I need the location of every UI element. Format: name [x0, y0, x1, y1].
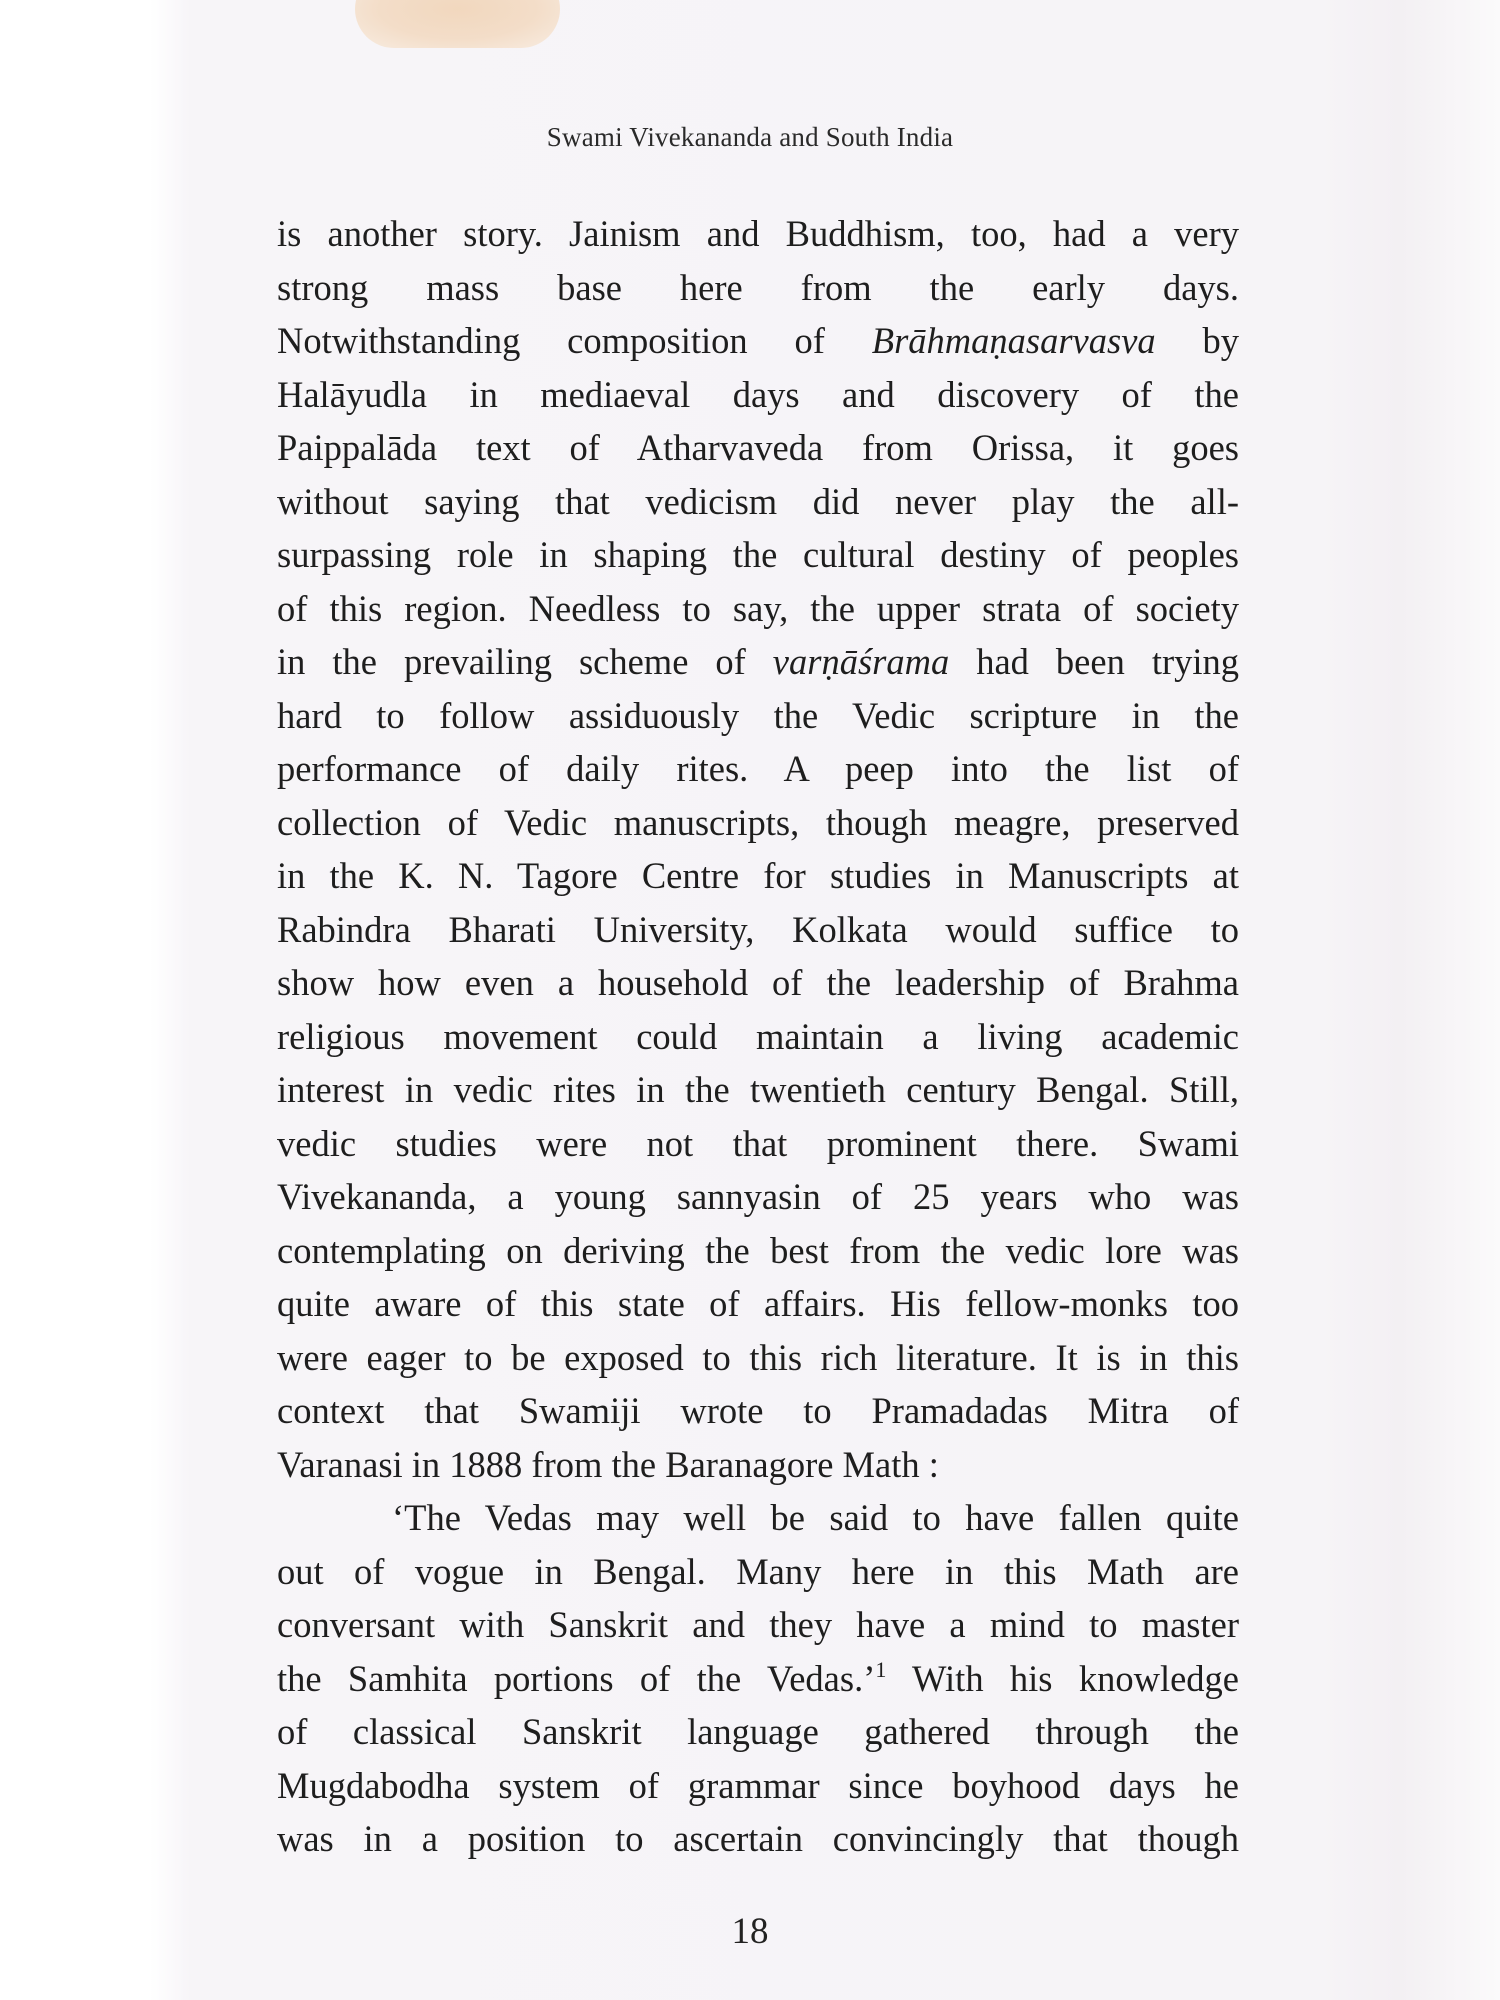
paragraph-line: Mugdabodha system of grammar since boyhood days he [277, 1764, 1239, 1806]
paragraph-line [277, 796, 1239, 850]
line-segment: were eager to be exposed to this rich literature. It is in this [277, 1336, 1239, 1378]
line-segment: without saying that vedicism did never play the all- [277, 480, 1239, 522]
italic-term: varṇāśrama [772, 641, 950, 682]
line-segment: Notwithstanding composition of [277, 320, 872, 361]
paragraph-line: ‘The Vedas may well be said to have fallen quite [392, 1497, 1239, 1538]
paragraph-line [277, 1010, 1239, 1064]
line-segment: by [1155, 320, 1240, 361]
line-segment: surpassing role in shaping the cultural destiny of peoples [277, 534, 1239, 575]
paragraph-line [277, 207, 1239, 261]
line-segment: Paippalāda text of Atharvaveda from Orissa, it goes [277, 427, 1239, 468]
line-segment: performance of daily rites. A peep into the list of [277, 748, 1239, 789]
line-segment: quite aware of this state of affairs. His fellow-monks too [277, 1283, 1239, 1324]
line-segment: of this region. Needless to say, the upper strata of society [277, 587, 1239, 629]
line-segment: collection of Vedic manuscripts, though meagre, preserved [277, 801, 1239, 843]
paragraph-line [277, 1224, 1239, 1278]
paragraph-line: was in a position to ascertain convincingly that though [277, 1818, 1239, 1859]
paper-sticker-mark [355, 0, 560, 48]
line-segment: Halāyudla in mediaeval days and discovery of the [277, 373, 1239, 415]
line-segment: in the prevailing scheme of [277, 641, 773, 682]
paragraph-1 [277, 207, 1239, 1491]
paragraph-line [277, 742, 1239, 796]
line-segment: context that Swamiji wrote to Pramadadas Mitra of [277, 1390, 1239, 1431]
line-segment: had been trying [949, 641, 1240, 682]
line-segment: show how even a household of the leadership of Brahma [277, 962, 1239, 1003]
paragraph-line [277, 849, 1239, 903]
line-segment: strong mass base here from the early days. [277, 266, 1239, 308]
line-segment: religious movement could maintain a living academic [277, 1015, 1239, 1057]
paragraph-line [277, 1117, 1239, 1171]
line-segment: Rabindra Bharati University, Kolkata would suffice to [277, 908, 1239, 950]
paragraph-line [277, 1277, 1239, 1331]
paragraph-line [277, 1438, 1239, 1492]
paragraph-line [277, 421, 1239, 475]
paragraph-line [277, 261, 1239, 315]
line-segment: Vivekananda, a young sannyasin of 25 years who was [277, 1176, 1239, 1217]
paragraph-line [277, 1170, 1239, 1224]
line-segment: interest in vedic rites in the twentieth century Bengal. Still, [277, 1069, 1239, 1110]
line-segment: vedic studies were not that prominent there. Swami [277, 1122, 1239, 1164]
body-text [277, 207, 1239, 1866]
paragraph-line [277, 1063, 1239, 1117]
paragraph-line [277, 528, 1239, 582]
line-segment: hard to follow assiduously the Vedic scripture in the [277, 694, 1239, 736]
paragraph-line [277, 314, 1239, 368]
paragraph-line: out of vogue in Bengal. Many here in this Math are [277, 1550, 1239, 1592]
paragraph-line: conversant with Sanskrit and they have a mind to master [277, 1604, 1239, 1645]
paragraph-line [277, 1331, 1239, 1385]
italic-term: Brāhmaṇasarvasva [871, 320, 1156, 361]
paragraph-line [277, 1384, 1239, 1438]
page-number: 18 [731, 1911, 769, 1952]
footnote-marker: 1 [875, 1656, 887, 1682]
line-segment: in the K. N. Tagore Centre for studies in Manuscripts at [277, 855, 1239, 896]
paragraph-line [277, 903, 1239, 957]
paragraph-line [277, 956, 1239, 1010]
paragraph-line: of classical Sanskrit language gathered through the [277, 1711, 1239, 1752]
line-segment: With his knowledge [886, 1657, 1239, 1699]
paragraph-line [277, 582, 1239, 636]
paragraph-line-with-footnote [277, 1652, 1239, 1706]
paragraph-line [277, 475, 1239, 529]
paragraph-line [277, 635, 1239, 689]
line-segment: the Samhita portions of the Vedas.’ [277, 1657, 876, 1699]
paragraph-line [277, 689, 1239, 743]
paragraph-2 [277, 1491, 1239, 1866]
line-segment: is another story. Jainism and Buddhism, too, had a very [277, 213, 1239, 254]
paragraph-line [277, 368, 1239, 422]
line-segment: contemplating on deriving the best from the vedic lore was [277, 1229, 1239, 1271]
line-segment: Varanasi in 1888 from the Baranagore Math : [277, 1443, 939, 1485]
running-head: Swami Vivekananda and South India [546, 122, 954, 152]
